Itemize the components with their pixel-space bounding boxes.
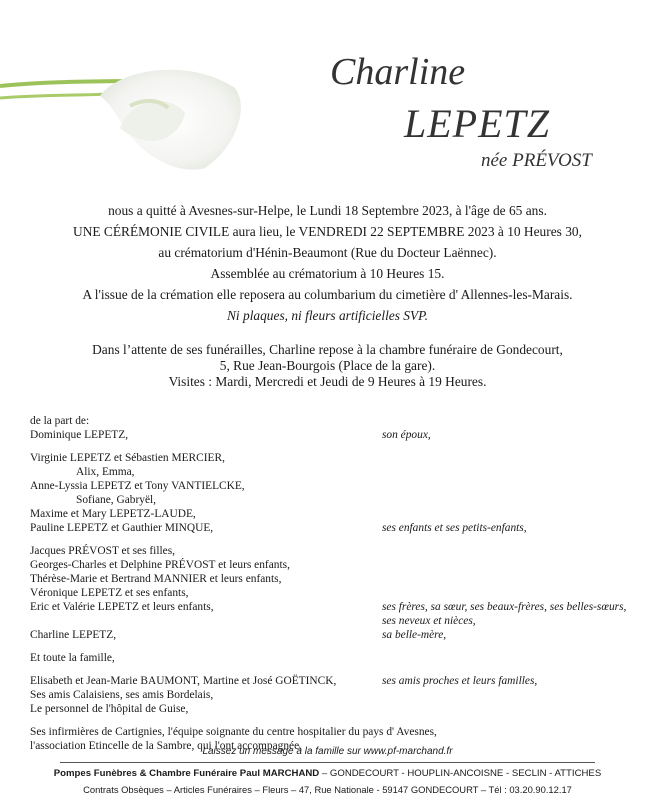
family-name: Alix, Emma, [76,466,135,478]
family-role: ses frères, sa sœur, ses beaux-frères, ses belles-sœurs, [382,601,627,613]
family-name: Et toute la famille, [30,652,115,664]
announcement-line: au crématorium d'Hénin-Beaumont (Rue du Docteur Laënnec). [158,245,497,260]
family-name: Georges-Charles et Delphine PRÉVOST et leurs enfants, [30,559,290,571]
announcement-line: A l'issue de la crémation elle reposera au columbarium du cimetière d' Allennes-les-Marais. [82,287,573,302]
family-name: Véronique LEPETZ et ses enfants, [30,587,189,599]
family-role: ses neveux et nièces, [382,615,476,627]
visit-line: 5, Rue Jean-Bourgois (Place de la gare). [219,358,436,373]
footer-company-line [0,768,655,779]
family-name: Pauline LEPETZ et Gauthier MINQUE, [30,522,214,534]
visit-block [0,342,655,390]
family-name: Dominique LEPETZ, [30,429,129,441]
family-name: Sofiane, Gabryël, [76,494,157,506]
announcement-line: Ni plaques, ni fleurs artificielles SVP. [227,308,428,323]
family-role: son époux, [382,429,431,441]
visit-line: Visites : Mardi, Mercredi et Jeudi de 9 Heures à 19 Heures. [168,374,487,389]
maiden-name: née PRÉVOST [481,150,592,171]
family-name: Virginie LEPETZ et Sébastien MERCIER, [30,452,225,464]
company-locations: – GONDECOURT - HOUPLIN-ANCOISNE - SECLIN - ATTICHES [319,768,602,779]
footer-details: Contrats Obsèques – Articles Funéraires – Fleurs – 47, Rue Nationale - 59147 GONDECOURT – Tél : 03.20.90.12.17 [83,784,572,795]
message-link[interactable]: Laissez un message à la famille sur www.pf-marchand.fr [202,746,453,757]
deceased-first-name: Charline [330,51,466,93]
family-name: Eric et Valérie LEPETZ et leurs enfants, [30,601,214,613]
announcement-block [0,200,655,326]
announcement-line: UNE CÉRÉMONIE CIVILE aura lieu, le VENDREDI 22 SEPTEMBRE 2023 à 10 Heures 30, [73,224,582,239]
family-name: Anne-Lyssia LEPETZ et Tony VANTIELCKE, [30,480,245,492]
deceased-last-name: LEPETZ [404,101,551,146]
family-name: Charline LEPETZ, [30,629,117,641]
footer-divider [60,762,595,763]
family-name: Ses infirmières de Cartignies, l'équipe soignante du centre hospitalier du pays d' Avesnes, [30,726,437,738]
family-name: Ses amis Calaisiens, ses amis Bordelais, [30,689,214,701]
family-name: l'association Etincelle de la Sambre, qui l'ont accompagnée, [30,740,303,752]
family-role: ses amis proches et leurs familles, [382,675,538,687]
family-name: Jacques PRÉVOST et ses filles, [30,545,176,557]
family-list [30,414,630,753]
calla-lily-image [0,58,250,178]
announcement-line: Assemblée au crématorium à 10 Heures 15. [210,266,445,281]
family-name: Maxime et Mary LEPETZ-LAUDE, [30,508,196,520]
family-role: ses enfants et ses petits-enfants, [382,522,527,534]
family-name: Elisabeth et Jean-Marie BAUMONT, Martine et José GOËTINCK, [30,675,337,687]
family-name: Thérèse-Marie et Bertrand MANNIER et leurs enfants, [30,573,282,585]
family-name: Le personnel de l'hôpital de Guise, [30,703,189,715]
visit-line: Dans l’attente de ses funérailles, Charline repose à la chambre funéraire de Gondecourt, [92,342,563,357]
family-role: sa belle-mère, [382,629,447,641]
company-name: Pompes Funèbres & Chambre Funéraire Paul MARCHAND [53,768,320,779]
announcement-line: nous a quitté à Avesnes-sur-Helpe, le Lundi 18 Septembre 2023, à l'âge de 65 ans. [108,203,547,218]
family-intro: de la part de: [30,415,90,427]
